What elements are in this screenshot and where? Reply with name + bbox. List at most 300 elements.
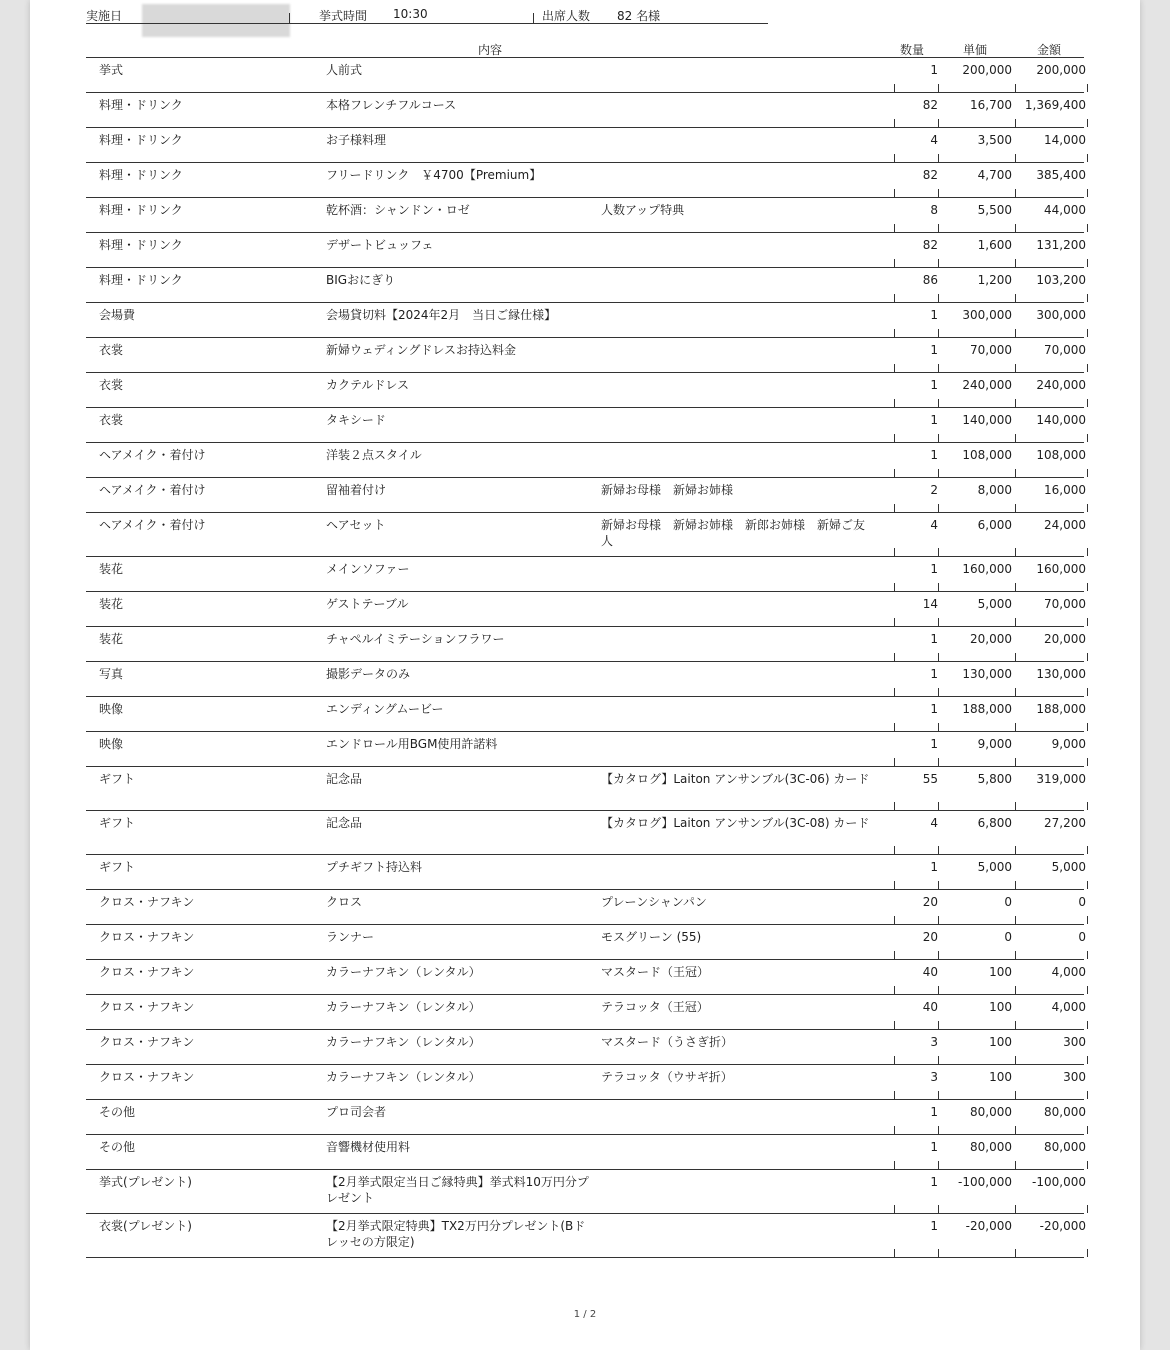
row-category: クロス・ナフキン [99,965,195,979]
column-tick [938,154,939,162]
column-tick [894,1161,895,1169]
row-item: 洋装２点スタイル [326,448,422,462]
row-unit-price: 100 [989,1000,1012,1014]
column-tick [894,951,895,959]
column-tick [1015,583,1016,591]
table-row [86,1214,1084,1258]
column-unit-price: 単価 [963,43,988,57]
table-row [86,925,1084,960]
column-tick [1087,583,1088,591]
column-tick [1015,881,1016,889]
row-category: 料理・ドリンク [99,238,183,252]
row-item: クロス [326,895,363,909]
row-item: エンドロール用BGM使用許諾料 [326,737,498,751]
row-category: ギフト [99,772,136,786]
row-item: カラーナフキン（レンタル） [326,965,481,979]
column-tick [894,583,895,591]
column-tick [938,504,939,512]
row-category: 料理・ドリンク [99,203,183,217]
column-tick [894,802,895,810]
column-tick [1087,1126,1088,1134]
row-quantity: 20 [922,895,938,909]
row-item: 撮影データのみ [326,667,411,681]
row-unit-price: 16,700 [970,98,1012,112]
row-item: カラーナフキン（レンタル） [326,1000,481,1014]
row-unit-price: 5,500 [977,203,1012,217]
column-tick [1087,224,1088,232]
row-category: 装花 [99,562,124,576]
row-item: フリードリンク ￥4700【Premium】 [326,168,542,182]
row-quantity: 4 [930,133,938,147]
row-category: ヘアメイク・着付け [99,448,206,462]
table-row [86,662,1084,697]
column-tick [1015,469,1016,477]
row-unit-price: 0 [1004,930,1012,944]
column-tick [938,986,939,994]
row-amount: 300 [1063,1035,1086,1049]
row-amount: 240,000 [1036,378,1086,392]
column-tick [1015,723,1016,731]
column-tick [1087,399,1088,407]
column-tick [1015,846,1016,854]
column-tick [938,399,939,407]
row-quantity: 55 [922,772,938,786]
column-tick [1015,504,1016,512]
column-tick [1015,802,1016,810]
table-row [86,373,1084,408]
row-item: BIGおにぎり [326,273,396,287]
row-quantity: 1 [930,1105,938,1119]
row-quantity: 1 [930,860,938,874]
table-row [86,303,1084,338]
row-quantity: 4 [930,518,938,532]
row-item: 留袖着付け [326,483,387,497]
column-tick [894,1056,895,1064]
redacted-date [142,4,290,37]
row-category: 会場費 [99,308,136,322]
row-note: テラコッタ（ウサギ折） [601,1070,733,1084]
column-tick [938,653,939,661]
column-tick [1015,1091,1016,1099]
row-category: その他 [99,1140,136,1154]
row-amount: 130,000 [1036,667,1086,681]
row-category: 料理・ドリンク [99,168,183,182]
row-category: 衣裳(プレゼント) [99,1219,192,1233]
column-tick [1087,364,1088,372]
column-tick [894,189,895,197]
attendees-label: 出席人数 [542,9,591,23]
row-item: デザートビュッフェ [326,238,434,252]
column-tick [1087,548,1088,556]
column-tick [894,119,895,127]
row-unit-price: 100 [989,965,1012,979]
column-tick [894,399,895,407]
column-tick [894,548,895,556]
column-tick [1015,986,1016,994]
row-category: クロス・ナフキン [99,1035,195,1049]
row-unit-price: 9,000 [977,737,1012,751]
row-note: 新婦お母様 新婦お姉様 [601,483,734,497]
row-amount: 9,000 [1051,737,1086,751]
row-amount: 385,400 [1036,168,1086,182]
date-label: 実施日 [86,9,123,23]
table-row [86,592,1084,627]
row-amount: -20,000 [1039,1219,1086,1233]
row-amount: 319,000 [1036,772,1086,786]
column-tick [938,1161,939,1169]
row-item: カラーナフキン（レンタル） [326,1035,481,1049]
row-unit-price: 100 [989,1035,1012,1049]
ceremony-time-value: 10:30 [393,7,428,21]
row-note: テラコッタ（王冠） [601,1000,709,1014]
column-tick [894,1126,895,1134]
row-quantity: 1 [930,413,938,427]
table-row [86,128,1084,163]
row-item: ゲストテーブル [326,597,409,611]
row-category: クロス・ナフキン [99,930,195,944]
column-tick [1087,653,1088,661]
column-tick [938,758,939,766]
column-tick [1015,434,1016,442]
row-quantity: 1 [930,667,938,681]
row-item: メインソファー [326,562,410,576]
row-unit-price: 188,000 [962,702,1012,716]
row-unit-price: 108,000 [962,448,1012,462]
row-item: エンディングムービー [326,702,444,716]
row-item: 会場貸切料【2024年2月 当日ご縁仕様】 [326,308,557,322]
column-tick [894,758,895,766]
column-tick [1015,1249,1016,1257]
row-unit-price: 4,700 [977,168,1012,182]
row-amount: 0 [1078,930,1086,944]
column-tick [1087,846,1088,854]
table-row [86,890,1084,925]
row-unit-price: 240,000 [962,378,1012,392]
row-item: チャペルイミテーションフラワー [326,632,505,646]
column-tick [1015,84,1016,92]
column-tick [938,434,939,442]
table-row [86,198,1084,233]
row-unit-price: 160,000 [962,562,1012,576]
row-unit-price: 1,600 [977,238,1012,252]
column-tick [938,688,939,696]
row-item: 新婦ウェディングドレスお持込料金 [326,343,516,357]
table-row [86,627,1084,662]
column-tick [894,224,895,232]
column-tick [1015,618,1016,626]
row-amount: 103,200 [1036,273,1086,287]
column-tick [894,653,895,661]
row-category: その他 [99,1105,136,1119]
row-note: 人数アップ特典 [601,203,685,217]
table-row [86,1030,1084,1065]
row-category: 挙式 [99,63,124,77]
row-category: 映像 [99,702,124,716]
column-tick [1087,1161,1088,1169]
row-unit-price: 300,000 [962,308,1012,322]
column-tick [938,583,939,591]
row-unit-price: 200,000 [962,63,1012,77]
column-tick [938,189,939,197]
row-amount: 24,000 [1044,518,1086,532]
attendees-value: 82 名様 [617,9,661,23]
column-tick [1087,618,1088,626]
column-tick [1087,154,1088,162]
row-note: マスタード（うさぎ折） [601,1035,734,1049]
column-tick [938,548,939,556]
column-tick [1087,189,1088,197]
row-amount: 44,000 [1044,203,1086,217]
row-item: プチギフト持込料 [326,860,423,874]
row-quantity: 86 [922,273,938,287]
column-tick [938,846,939,854]
row-amount: 5,000 [1051,860,1086,874]
row-quantity: 1 [930,632,938,646]
column-tick [1015,916,1016,924]
row-amount: 108,000 [1036,448,1086,462]
column-tick [1015,1161,1016,1169]
row-amount: -100,000 [1032,1175,1086,1189]
row-item: 乾杯酒：シャンドン・ロゼ [326,203,470,217]
column-tick [1087,1249,1088,1257]
row-amount: 300 [1063,1070,1086,1084]
column-tick [1015,364,1016,372]
ceremony-time-label: 挙式時間 [319,9,368,23]
row-unit-price: 100 [989,1070,1012,1084]
column-tick [938,1249,939,1257]
table-row [86,163,1084,198]
column-tick [938,1205,939,1213]
table-row [86,557,1084,592]
row-quantity: 1 [930,1140,938,1154]
column-tick [938,469,939,477]
column-tick [894,1205,895,1213]
row-category: ギフト [99,860,136,874]
row-category: 料理・ドリンク [99,98,183,112]
column-tick [894,364,895,372]
row-quantity: 20 [922,930,938,944]
column-tick [894,434,895,442]
row-quantity: 82 [922,238,938,252]
row-item: カラーナフキン（レンタル） [326,1070,481,1084]
column-tick [1015,653,1016,661]
row-amount: 188,000 [1036,702,1086,716]
column-tick [1087,329,1088,337]
row-note: マスタード（王冠） [601,965,710,979]
column-tick [894,1249,895,1257]
column-tick [1087,119,1088,127]
row-quantity: 1 [930,448,938,462]
row-amount: 16,000 [1044,483,1086,497]
table-row [86,478,1084,513]
column-tick [938,84,939,92]
column-tick [894,846,895,854]
column-tick [894,916,895,924]
row-quantity: 1 [930,562,938,576]
row-amount: 4,000 [1051,965,1086,979]
column-tick [1087,1021,1088,1029]
row-quantity: 1 [930,702,938,716]
row-quantity: 82 [922,168,938,182]
row-item: 記念品 [326,772,363,786]
row-amount: 80,000 [1044,1105,1086,1119]
row-item: 記念品 [326,816,363,830]
column-tick [894,259,895,267]
column-tick [938,618,939,626]
document-page [30,0,1140,1350]
row-unit-price: 70,000 [970,343,1012,357]
column-tick [1087,881,1088,889]
row-category: 料理・ドリンク [99,273,183,287]
row-unit-price: 6,000 [977,518,1012,532]
row-unit-price: 6,800 [977,816,1012,830]
row-amount: 70,000 [1044,343,1086,357]
row-item: タキシード [326,413,386,427]
row-unit-price: 20,000 [970,632,1012,646]
column-tick [1015,1056,1016,1064]
column-tick [894,154,895,162]
table-row [86,268,1084,303]
column-tick [894,1021,895,1029]
column-tick [938,364,939,372]
row-quantity: 82 [922,98,938,112]
row-quantity: 8 [930,203,938,217]
column-tick [894,294,895,302]
row-item: 本格フレンチフルコース [326,98,457,112]
column-tick [938,951,939,959]
column-tick [894,469,895,477]
column-tick [894,618,895,626]
row-amount: 1,369,400 [1024,98,1086,112]
row-note: 【カタログ】Laiton アンサンブル(3C-06) カード [601,772,870,786]
table-row [86,408,1084,443]
column-tick [894,688,895,696]
row-item: お子様料理 [326,133,387,147]
row-item: 音響機材使用料 [326,1140,411,1154]
table-row [86,1135,1084,1170]
row-unit-price: 140,000 [962,413,1012,427]
row-amount: 0 [1078,895,1086,909]
row-unit-price: 130,000 [962,667,1012,681]
row-category: 衣裳 [99,378,124,392]
table-row [86,1170,1084,1214]
row-category: ギフト [99,816,136,830]
column-tick [1015,399,1016,407]
column-tick [1015,1126,1016,1134]
column-tick [1087,758,1088,766]
row-quantity: 1 [930,63,938,77]
row-amount: 14,000 [1044,133,1086,147]
column-tick [894,84,895,92]
row-quantity: 1 [930,1175,938,1189]
column-tick [1087,723,1088,731]
row-category: クロス・ナフキン [99,895,195,909]
column-tick [938,1021,939,1029]
row-quantity: 3 [930,1035,938,1049]
column-tick [1015,1205,1016,1213]
row-quantity: 1 [930,737,938,751]
row-category: ヘアメイク・着付け [99,518,206,532]
row-category: 衣裳 [99,413,124,427]
column-tick [1015,329,1016,337]
row-quantity: 4 [930,816,938,830]
row-category: クロス・ナフキン [99,1070,195,1084]
column-tick [1087,1205,1088,1213]
column-tick [894,986,895,994]
column-tick [894,881,895,889]
row-category: 写真 [99,667,124,681]
row-quantity: 1 [930,308,938,322]
row-category: ヘアメイク・着付け [99,483,206,497]
row-unit-price: 0 [1004,895,1012,909]
row-amount: 300,000 [1036,308,1086,322]
column-tick [1015,224,1016,232]
table-row [86,443,1084,478]
row-amount: 160,000 [1036,562,1086,576]
table-row [86,233,1084,268]
row-quantity: 2 [930,483,938,497]
table-row [86,960,1084,995]
column-tick [1087,469,1088,477]
row-item: 人前式 [326,63,363,77]
column-tick [1087,1091,1088,1099]
row-note: 【カタログ】Laiton アンサンブル(3C-08) カード [601,816,870,830]
column-tick [938,1056,939,1064]
table-row [86,855,1084,890]
row-unit-price: 5,000 [977,860,1012,874]
column-tick [1015,1021,1016,1029]
column-tick [938,224,939,232]
row-category: 映像 [99,737,124,751]
column-tick [1015,688,1016,696]
column-tick [938,916,939,924]
row-item: プロ司会者 [326,1105,387,1119]
column-tick [938,1126,939,1134]
column-tick [1087,504,1088,512]
table-row [86,697,1084,732]
table-row [86,1065,1084,1100]
column-tick [1087,1056,1088,1064]
row-quantity: 40 [922,1000,938,1014]
column-tick [938,259,939,267]
page-number: 1 / 2 [573,1309,597,1320]
table-row [86,811,1084,855]
row-item: ランナー [326,930,375,944]
row-unit-price: 3,500 [977,133,1012,147]
table-row [86,767,1084,811]
row-unit-price: 5,000 [977,597,1012,611]
column-tick [1015,259,1016,267]
row-amount: 27,200 [1044,816,1086,830]
column-tick [1087,986,1088,994]
table-row [86,58,1084,93]
row-item: 【2月挙式限定特典】TX2万円分プレゼント(Bドレッセの方限定) [326,1219,586,1249]
column-tick [938,329,939,337]
column-tick [1087,951,1088,959]
row-amount: 140,000 [1036,413,1086,427]
column-content: 内容 [478,43,503,57]
row-category: 衣裳 [99,343,124,357]
row-amount: 131,200 [1036,238,1086,252]
column-tick [894,504,895,512]
row-unit-price: 80,000 [970,1105,1012,1119]
column-tick [1087,802,1088,810]
column-tick [1015,294,1016,302]
column-tick [1087,294,1088,302]
header-underline [86,23,768,24]
row-category: クロス・ナフキン [99,1000,195,1014]
row-item: 【2月挙式限定当日ご縁特典】挙式料10万円分プレゼント [326,1175,589,1205]
